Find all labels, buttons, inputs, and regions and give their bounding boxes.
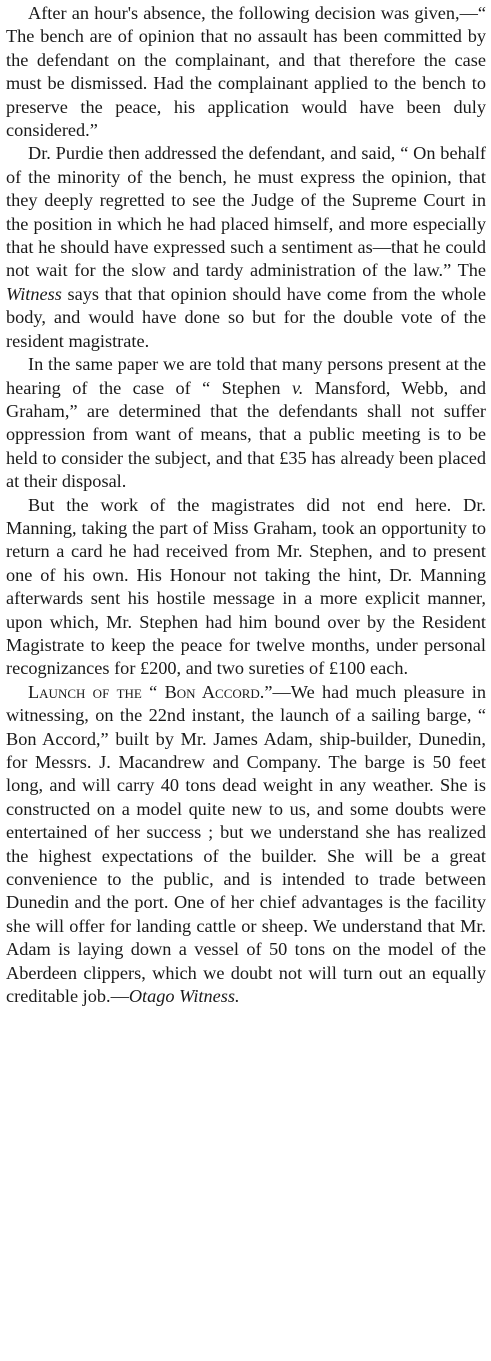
paragraph-launch: [6, 681, 486, 1009]
paragraph-text: —We had much pleasure in witnessing, on the 22nd instant, the launch of a sailing barge, “ Bon Accord,” built by Mr. James Adam, ship-builder, Dunedin, for Messrs. J. Macandrew and Company. The barge is 50 feet long, and will carry 40 tons dead weight in any weather. She is constructed on a model quite new to us, and some doubts were entertained of her success ; but we understand she has realized the highest expectations of the builder. She will be a great convenience to the public, and is intended to trade between Dunedin and the port. One of her chief advantages is the facility she will offer for landing cattle or sheep. We understand that Mr. Adam is laying down a vessel of 50 tons on the model of the Aberdeen clippers, which we doubt not will turn out an equally creditable job.—: [6, 681, 486, 1007]
paragraph-text: Mansford, Webb, and Graham,” are determined that the defendants shall not suffer oppression from want of means, that a public meeting is to be held to consider the subject, and that £35 has already been placed at their disposal.: [6, 377, 486, 492]
newspaper-name-witness: Witness: [6, 283, 62, 304]
paragraph-text: In the same paper we are told that many persons present at the hearing of the case of “ Stephen: [6, 354, 486, 398]
source-attribution: Otago Witness.: [128, 986, 240, 1007]
versus-abbreviation: v.: [291, 377, 304, 398]
paragraph-same-paper: [6, 353, 486, 493]
paragraph-text: Dr. Purdie then addressed the defendant, and said, “ On behalf of the minority of the bench, he must express the opinion, that they deeply regretted to see the Judge of the Supreme Court in the position in which he had placed himself, and more especially that he should have expressed such a sentiment as—that he could not wait for the slow and tardy administration of the law.” The: [6, 143, 486, 281]
paragraph-dr-purdie: [6, 142, 486, 353]
section-heading-launch: Launch of the “ Bon Accord.”: [28, 681, 273, 702]
paragraph-magistrates: But the work of the magistrates did not end here. Dr. Manning, taking the part of Miss Graham, took an opportunity to return a card he had received from Mr. Stephen, and to present one of his own. His Honour not taking the hint, Dr. Manning afterwards sent his hostile message in a more explicit manner, upon which, Mr. Stephen had him bound over by the Resident Magistrate to keep the peace for twelve months, under personal recognizances for £200, and two sureties of £100 each.: [6, 494, 486, 679]
paragraph-decision: After an hour's absence, the following decision was given,—“ The bench are of opinion that no assault has been committed by the defendant on the complainant, and that therefore the case must be dismissed. Had the complainant applied to the bench to preserve the peace, his application would have been duly considered.”: [6, 3, 486, 141]
paragraph-text: says that that opinion should have come from the whole body, and would have done so but for the double vote of the resident magistrate.: [6, 283, 486, 351]
